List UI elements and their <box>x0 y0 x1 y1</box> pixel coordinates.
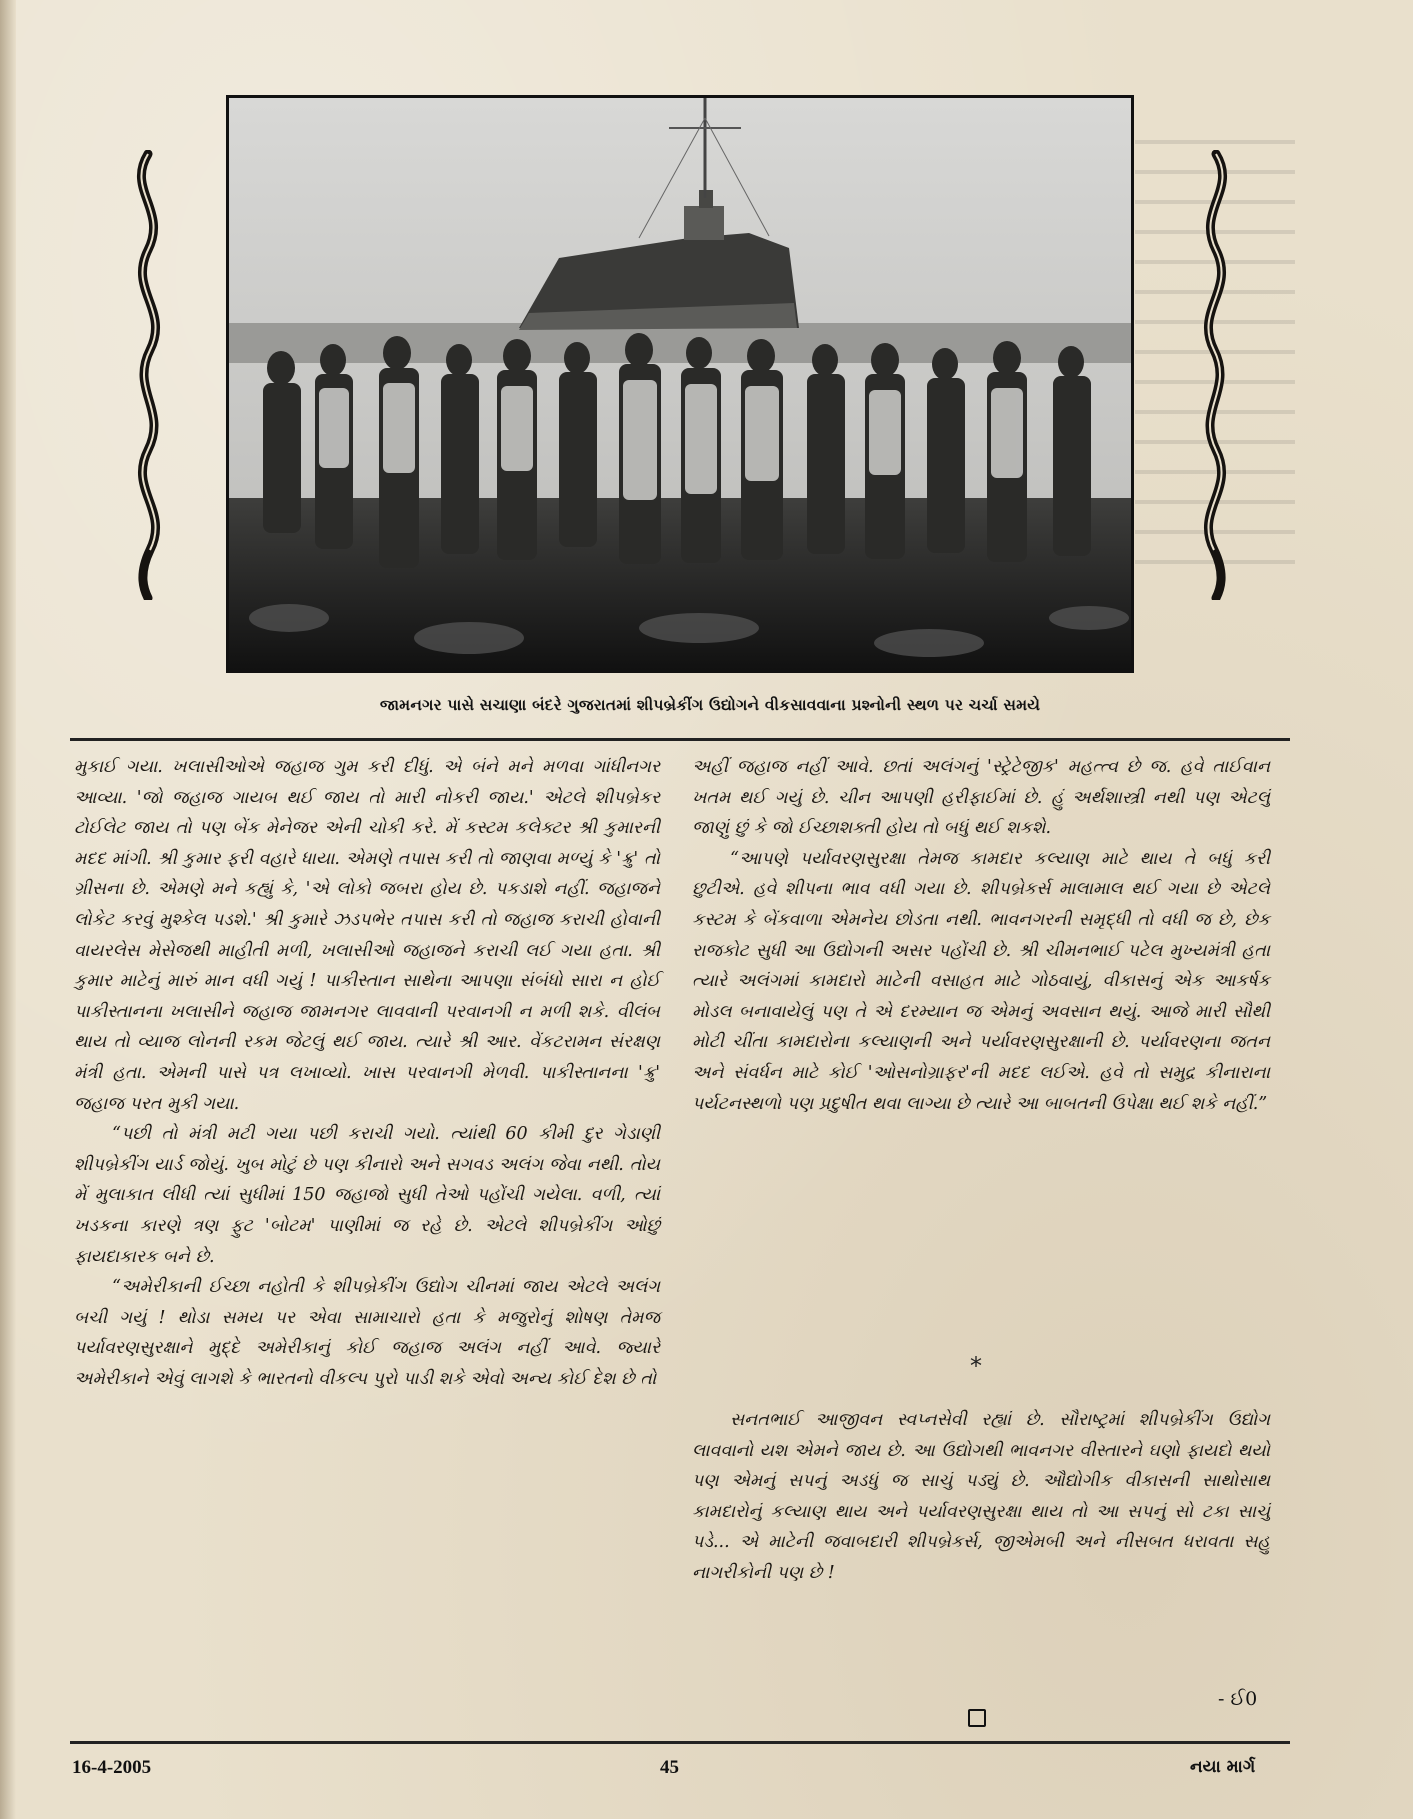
photo-caption: જામનગર પાસે સચાણા બંદરે ગુજરાતમાં શીપબ્રેકીંગ ઉદ્યોગને વીકસાવવાના પ્રશ્નોની સ્થળ પર ચર્ચા સમયે <box>379 696 1041 714</box>
page-edge <box>0 0 16 1819</box>
article-paragraph: “પછી તો મંત્રી મટી ગયા પછી કરાચી ગયો. ત્યાંથી 60 કીમી દુર ગેડાણી શીપબ્રેકીંગ યાર્ડ જોયું. ખુબ મોટું છે પણ કીનારો અને સગવડ અલંગ જેવા નથી. તોય મેં મુલાકાત લીધી ત્યાં સુધીમાં 150 જહાજો સુધી તેઓ પહોંચી ગયેલા. વળી, ત્યાં ખડકના કારણે ત્રણ ફુટ 'બોટમ' પાણીમાં જ રહે છે. એટલે શીપબ્રેકીંગ ઓછું ફાયદાકારક બને છે. <box>74 1124 660 1267</box>
bottom-divider-rule <box>70 1741 1290 1744</box>
article-left-column <box>74 752 660 1394</box>
issue-date: 16-4-2005 <box>72 1757 152 1778</box>
article-paragraph: “અમેરીકાની ઈચ્છા નહોતી કે શીપબ્રેકીંગ ઉદ્યોગ ચીનમાં જાય એટલે અલંગ બચી ગયું ! થોડા સમય પર એવા સામાચારો હતા કે મજુરોનું શોષણ તેમજ પર્યાવરણસુરક્ષાને મુદ્દે અમેરીકાનું કોઈ જહાજ અલંગ નહીં આવે. જ્યારે અમેરીકાને એવું લાગશે કે ભારતનો વીકલ્પ પુરો પાડી શકે એવો અન્ય કોઈ દેશ છે તો <box>74 1277 660 1389</box>
right-swirl-ornament-icon <box>1186 150 1246 600</box>
magazine-name: નયા માર્ગ <box>1190 1757 1256 1777</box>
article-paragraph: “આપણે પર્યાવરણસુરક્ષા તેમજ કામદાર કલ્યાણ માટે થાય તે બધું કરી છુટીએ. હવે શીપના ભાવ વધી ગયા છે. શીપબ્રેકર્સ માલામાલ થઈ ગયા છે એટલે કસ્ટમ કે બેંકવાળા એમનેય છોડતા નથી. ભાવનગરની સમૃદ્ધી તો વધી જ છે, છેક રાજકોટ સુધી આ ઉદ્યોગની અસર પહોંચી છે. શ્રી ચીમનભાઈ પટેલ મુખ્યમંત્રી હતા ત્યારે અલંગમાં કામદારો માટેની વસાહત માટે ગોઠવાયું, વીકાસનું એક આકર્ષક મોડલ બનાવાયેલું પણ તે એ દરમ્યાન જ એમનું અવસાન થયું. આજે મારી સૌથી મોટી ચીંતા કામદારોના કલ્યાણની અને પર્યાવરણસુરક્ષાની છે. પર્યાવરણના જતન અને સંવર્ધન માટે કોઈ 'ઓસનોગ્રાફર'ની મદદ લઈએ. હવે તો સમુદ્ર કીનારાના પર્યટનસ્થળો પણ પ્રદુષીત થવા લાગ્યા છે ત્યારે આ બાબતની ઉપેક્ષા થઈ શકે નહીં.” <box>692 848 1270 1114</box>
photograph <box>226 95 1134 673</box>
top-divider-rule <box>70 738 1290 741</box>
photo-ship-crowd-image <box>229 98 1131 670</box>
page-number: 45 <box>660 1757 679 1778</box>
article-paragraph: અહીં જહાજ નહીં આવે. છતાં અલંગનું 'સ્ટ્રેટેજીક' મહત્ત્વ છે જ. હવે તાઈવાન ખતમ થઈ ગયું છે. ચીન આપણી હરીફાઈમાં છે. હું અર્થશાસ્ત્રી નથી પણ એટલું જાણું છું કે જો ઈચ્છાશક્તી હોય તો બધું થઈ શકશે. <box>692 757 1270 839</box>
left-swirl-ornament-icon <box>118 150 178 600</box>
article-paragraph: મુકાઈ ગયા. ખલાસીઓએ જહાજ ગુમ કરી દીધું. એ બંને મને મળવા ગાંધીનગર આવ્યા. 'જો જહાજ ગાયબ થઈ જાય તો મારી નોકરી જાય.' એટલે શીપબ્રેકર ટોઈલેટ જાય તો પણ બેંક મેનેજર એની ચોકી કરે. મેં કસ્ટમ કલેક્ટર શ્રી કુમારની મદદ માંગી. શ્રી કુમાર ફરી વહારે ધાયા. એમણે તપાસ કરી તો જાણવા મળ્યું કે 'ક્રુ' તો ગ્રીસના છે. એમણે મને કહ્યું કે, 'એ લોકો જબરા હોય છે. પકડાશે નહીં. જહાજને લોકેટ કરવું મુશ્કેલ પડશે.' શ્રી કુમારે ઝડપભેર તપાસ કરી તો જહાજ કરાચી હોવાની વાયરલેસ મેસેજથી માહીતી મળી, ખલાસીઓ જહાજને કરાચી લઈ ગયા હતા. શ્રી કુમાર માટેનું મારું માન વધી ગયું ! પાકીસ્તાન સાથેના આપણા સંબંધો સારા ન હોઈ પાકીસ્તાનના ખલાસીને જહાજ જામનગર લાવવાની પરવાનગી ન મળી શકે. વીલંબ થાય તો વ્યાજ લોનની રકમ જેટલું થઈ જાય. ત્યારે શ્રી આર. વેંકટરામન સંરક્ષણ મંત્રી હતા. એમની પાસે પત્ર લખાવ્યો. ખાસ પરવાનગી મેળવી. પાકીસ્તાનના 'ક્રુ' જહાજ પરત મુકી ગયા. <box>74 757 660 1114</box>
square-end-mark-icon <box>968 1709 986 1727</box>
article-right-column <box>692 752 1270 1119</box>
closing-paragraph: સનતભાઈ આજીવન સ્વપ્નસેવી રહ્યાં છે. સૌરાષ્ટ્રમાં શીપબ્રેકીંગ ઉદ્યોગ લાવવાનો યશ એમને જાય છે. આ ઉદ્યોગથી ભાવનગર વીસ્તારને ઘણો ફાયદો થયો પણ એમનું સપનું અડધું જ સાચું પડ્યું છે. ઔદ્યોગીક વીકાસની સાથોસાથ કામદારોનું કલ્યાણ થાય અને પર્યાવરણસુરક્ષા થાય તો આ સપનું સો ટકા સાચું પડે... એ માટેની જવાબદારી શીપબ્રેકર્સ, જીએમબી અને નીસબત ધરાવતા સહુ નાગરીકોની પણ છે ! <box>692 1410 1270 1583</box>
author-signature: - ઈ0 <box>1218 1688 1258 1710</box>
section-separator: * <box>970 1352 982 1380</box>
closing-block <box>692 1405 1270 1589</box>
